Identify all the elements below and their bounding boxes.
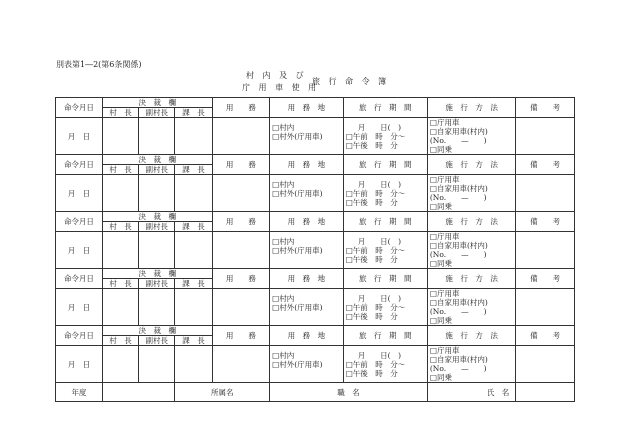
method-option-private-car[interactable]: □自家用車(村内) (429, 241, 488, 250)
method-field[interactable] (427, 175, 515, 212)
method-header: 施 行 方 法 (427, 326, 515, 346)
period-field[interactable] (343, 118, 427, 155)
purpose-header: 用 務 (212, 155, 270, 175)
period-am[interactable]: □午前 時 分〜 (345, 302, 406, 312)
period-field[interactable] (343, 232, 427, 269)
title-line-2: 庁 用 車 使 用 (242, 83, 320, 92)
order-date-header: 命令月日 (56, 212, 103, 232)
purpose-field[interactable] (212, 346, 270, 383)
fiscal-year-field[interactable] (102, 383, 174, 402)
location-option-inside[interactable]: □村内 (272, 179, 295, 189)
order-date-field[interactable]: 月 日 (56, 175, 103, 212)
header-row-1 (56, 98, 575, 108)
section-chief-seal-field[interactable] (175, 289, 212, 326)
order-date-field[interactable]: 月 日 (56, 346, 103, 383)
method-option-official-car[interactable]: □庁用車 (429, 289, 460, 298)
period-field[interactable] (343, 289, 427, 326)
mayor-header: 村 長 (102, 165, 138, 175)
entry-row (56, 175, 575, 212)
section-chief-header: 課 長 (175, 108, 212, 118)
period-am[interactable]: □午前 時 分〜 (345, 188, 406, 198)
mayor-header: 村 長 (102, 222, 138, 232)
deputy-mayor-seal-field[interactable] (139, 289, 175, 326)
deputy-mayor-header: 副村長 (139, 279, 175, 289)
method-field[interactable] (427, 118, 515, 155)
location-option-inside[interactable]: □村内 (272, 236, 295, 246)
mayor-seal-field[interactable] (102, 175, 138, 212)
method-vehicle-number: (No. — ) (429, 136, 487, 145)
name-label: 氏 名 (427, 383, 515, 402)
method-option-ride-along[interactable]: □同乗 (429, 202, 452, 211)
entry-row (56, 289, 575, 326)
remarks-field[interactable] (516, 289, 575, 326)
period-header: 旅 行 期 間 (343, 269, 427, 289)
period-header: 旅 行 期 間 (343, 155, 427, 175)
remarks-field[interactable] (516, 175, 575, 212)
order-date-field[interactable]: 月 日 (56, 289, 103, 326)
mayor-seal-field[interactable] (102, 346, 138, 383)
position-label: 職 名 (270, 383, 428, 402)
purpose-header: 用 務 (212, 326, 270, 346)
header-row-1 (56, 326, 575, 336)
period-header: 旅 行 期 間 (343, 212, 427, 232)
mayor-seal-field[interactable] (102, 232, 138, 269)
period-date: 月 日( ) (357, 350, 402, 360)
location-option-inside[interactable]: □村内 (272, 122, 295, 132)
remarks-field[interactable] (516, 346, 575, 383)
deputy-mayor-seal-field[interactable] (139, 232, 175, 269)
location-field[interactable] (270, 175, 344, 212)
method-vehicle-number: (No. — ) (429, 250, 487, 259)
purpose-field[interactable] (212, 232, 270, 269)
section-chief-seal-field[interactable] (175, 346, 212, 383)
location-option-outside[interactable]: □村外(庁用車) (272, 188, 323, 198)
method-option-ride-along[interactable]: □同乗 (429, 145, 452, 154)
section-chief-header: 課 長 (175, 279, 212, 289)
approval-header: 決 裁 欄 (102, 155, 212, 165)
period-pm[interactable]: □午後 時 分 (345, 254, 398, 264)
deputy-mayor-seal-field[interactable] (139, 175, 175, 212)
order-date-header: 命令月日 (56, 269, 103, 289)
mayor-seal-field[interactable] (102, 118, 138, 155)
method-option-official-car[interactable]: □庁用車 (429, 118, 460, 127)
remarks-header: 備 考 (516, 98, 575, 118)
method-header: 施 行 方 法 (427, 155, 515, 175)
remarks-field[interactable] (516, 232, 575, 269)
method-vehicle-number: (No. — ) (429, 193, 487, 202)
section-chief-header: 課 長 (175, 336, 212, 346)
deputy-mayor-header: 副村長 (139, 108, 175, 118)
section-chief-header: 課 長 (175, 165, 212, 175)
method-option-official-car[interactable]: □庁用車 (429, 346, 460, 355)
period-pm[interactable]: □午後 時 分 (345, 197, 398, 207)
period-date: 月 日( ) (357, 236, 402, 246)
order-date-header: 命令月日 (56, 326, 103, 346)
form-id: 別表第1―2(第6条関係) (56, 60, 142, 69)
method-option-private-car[interactable]: □自家用車(村内) (429, 127, 488, 136)
mayor-seal-field[interactable] (102, 289, 138, 326)
section-chief-seal-field[interactable] (175, 175, 212, 212)
header-row-1 (56, 269, 575, 279)
remarks-header: 備 考 (516, 155, 575, 175)
purpose-field[interactable] (212, 118, 270, 155)
purpose-header: 用 務 (212, 98, 270, 118)
order-date-field[interactable]: 月 日 (56, 232, 103, 269)
location-header: 用 務 地 (270, 98, 344, 118)
order-date-field[interactable]: 月 日 (56, 118, 103, 155)
location-header: 用 務 地 (270, 212, 344, 232)
purpose-field[interactable] (212, 175, 270, 212)
period-header: 旅 行 期 間 (343, 98, 427, 118)
department-label: 所属名 (175, 383, 270, 402)
location-field[interactable] (270, 118, 344, 155)
name-field[interactable] (516, 383, 575, 402)
order-date-header: 命令月日 (56, 155, 103, 175)
location-header: 用 務 地 (270, 269, 344, 289)
approval-header: 決 裁 欄 (102, 212, 212, 222)
section-chief-header: 課 長 (175, 222, 212, 232)
method-option-private-car[interactable]: □自家用車(村内) (429, 184, 488, 193)
method-vehicle-number: (No. — ) (429, 364, 487, 373)
purpose-header: 用 務 (212, 269, 270, 289)
approval-header: 決 裁 欄 (102, 326, 212, 336)
period-am[interactable]: □午前 時 分〜 (345, 359, 406, 369)
method-field[interactable] (427, 346, 515, 383)
method-header: 施 行 方 法 (427, 269, 515, 289)
period-pm[interactable]: □午後 時 分 (345, 140, 398, 150)
deputy-mayor-header: 副村長 (139, 222, 175, 232)
method-option-official-car[interactable]: □庁用車 (429, 175, 460, 184)
method-field[interactable] (427, 232, 515, 269)
purpose-header: 用 務 (212, 212, 270, 232)
location-field[interactable] (270, 232, 344, 269)
method-header: 施 行 方 法 (427, 212, 515, 232)
purpose-field[interactable] (212, 289, 270, 326)
title-right: 旅 行 命 令 簿 (312, 77, 390, 86)
approval-header: 決 裁 欄 (102, 269, 212, 279)
remarks-header: 備 考 (516, 269, 575, 289)
location-option-inside[interactable]: □村内 (272, 350, 295, 360)
period-date: 月 日( ) (357, 179, 402, 189)
footer-row (56, 383, 575, 402)
deputy-mayor-seal-field[interactable] (139, 346, 175, 383)
method-option-ride-along[interactable]: □同乗 (429, 316, 452, 325)
section-chief-seal-field[interactable] (175, 232, 212, 269)
mayor-header: 村 長 (102, 279, 138, 289)
title-line-1: 村 内 及 び (246, 71, 307, 80)
location-header: 用 務 地 (270, 155, 344, 175)
method-option-ride-along[interactable]: □同乗 (429, 259, 452, 268)
remarks-header: 備 考 (516, 326, 575, 346)
method-option-official-car[interactable]: □庁用車 (429, 232, 460, 241)
period-field[interactable] (343, 175, 427, 212)
period-pm[interactable]: □午後 時 分 (345, 311, 398, 321)
method-vehicle-number: (No. — ) (429, 307, 487, 316)
document-title (240, 70, 400, 98)
period-header: 旅 行 期 間 (343, 326, 427, 346)
method-option-ride-along[interactable]: □同乗 (429, 373, 452, 382)
header-row-1 (56, 155, 575, 165)
location-option-outside[interactable]: □村外(庁用車) (272, 359, 323, 369)
order-date-header: 命令月日 (56, 98, 103, 118)
period-pm[interactable]: □午後 時 分 (345, 368, 398, 378)
period-am[interactable]: □午前 時 分〜 (345, 245, 406, 255)
method-option-private-car[interactable]: □自家用車(村内) (429, 355, 488, 364)
entry-row (56, 232, 575, 269)
location-field[interactable] (270, 289, 344, 326)
period-date: 月 日( ) (357, 122, 402, 132)
period-am[interactable]: □午前 時 分〜 (345, 131, 406, 141)
method-field[interactable] (427, 289, 515, 326)
location-header: 用 務 地 (270, 326, 344, 346)
entry-row (56, 346, 575, 383)
fiscal-year-label: 年度 (56, 383, 103, 402)
mayor-header: 村 長 (102, 108, 138, 118)
deputy-mayor-seal-field[interactable] (139, 118, 175, 155)
deputy-mayor-header: 副村長 (139, 336, 175, 346)
header-row-1 (56, 212, 575, 222)
location-field[interactable] (270, 346, 344, 383)
method-option-private-car[interactable]: □自家用車(村内) (429, 298, 488, 307)
section-chief-seal-field[interactable] (175, 118, 212, 155)
entry-row (56, 118, 575, 155)
period-date: 月 日( ) (357, 293, 402, 303)
mayor-header: 村 長 (102, 336, 138, 346)
method-header: 施 行 方 法 (427, 98, 515, 118)
period-field[interactable] (343, 346, 427, 383)
location-option-outside[interactable]: □村外(庁用車) (272, 245, 323, 255)
location-option-outside[interactable]: □村外(庁用車) (272, 302, 323, 312)
travel-order-register (55, 97, 575, 402)
location-option-inside[interactable]: □村内 (272, 293, 295, 303)
approval-header: 決 裁 欄 (102, 98, 212, 108)
remarks-header: 備 考 (516, 212, 575, 232)
remarks-field[interactable] (516, 118, 575, 155)
deputy-mayor-header: 副村長 (139, 165, 175, 175)
location-option-outside[interactable]: □村外(庁用車) (272, 131, 323, 141)
